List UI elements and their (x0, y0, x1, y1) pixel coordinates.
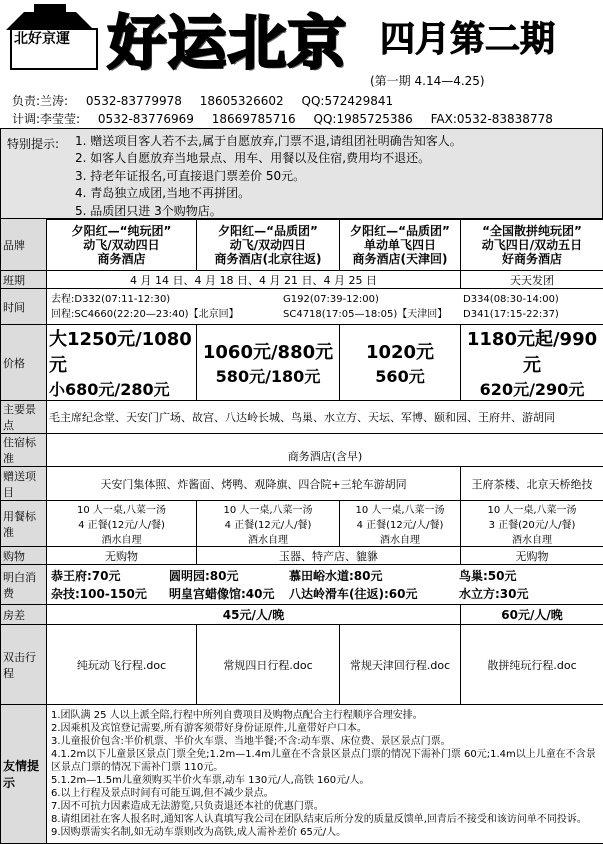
gift-side: 王府茶楼、北京天桥绝技 (461, 467, 603, 501)
tip-item: 8.请组团社在客人报名时,通知客人认真填写我公司在团队结束后所分发的质量反馈单,回青后不接受和该访问单不同投诉。 (51, 813, 599, 826)
contact-mobile: 18669785716 (212, 112, 296, 126)
contact-phone: 0532-83776969 (98, 112, 194, 126)
notice-item: 2. 如客人自愿放弃当地景点、用车、用餐以及住宿,费用均不退还。 (75, 150, 462, 167)
brand-3: 夕阳红—“品质团” 单动单飞四日 商务酒店(天津回) (340, 219, 461, 271)
row-scenic (1, 401, 603, 434)
schedule-side: 天天发团 (461, 271, 603, 289)
tour-table (0, 218, 603, 844)
contact-role: 计调:李莹莹: (12, 110, 80, 127)
row-self (1, 565, 603, 605)
label-price: 价格 (1, 325, 47, 401)
tip-item: 9.因购票需实名制,如无动车票则改为高铁,成人需补差价 65元/人。 (51, 826, 599, 839)
gift-main: 天安门集体照、炸酱面、烤鸭、观降旗、四合院+三轮车游胡同 (47, 467, 461, 501)
special-notice (0, 128, 603, 220)
notice-list (75, 133, 462, 220)
meal-1: 10 人一桌,八菜一汤 4 正餐(12元/人/餐) 酒水自理 (47, 501, 197, 547)
tip-item: 2.因乘机及宾馆登记需要,所有游客须带好身份证原件,儿童带好户口本。 (51, 722, 599, 735)
room-main: 45元/人/晚 (47, 605, 461, 625)
tip-item: 1.团队满 25 人以上派全陪,行程中所列自费项目及购物点配合主行程顺序合理安排。 (51, 709, 599, 722)
contact-planner (12, 110, 567, 127)
period-text: (第一期 4.14—4.25) (370, 72, 485, 89)
contact-mobile: 18605326602 (200, 94, 284, 108)
row-meal (1, 501, 603, 547)
label-meal: 用餐标准 (1, 501, 47, 547)
notice-label: 特别提示: (7, 135, 59, 152)
row-price (1, 325, 603, 401)
meal-4: 10 人一桌,八菜一汤 3 正餐(20元/人/餐) 酒水自理 (461, 501, 603, 547)
room-side: 60元/人/晚 (461, 605, 603, 625)
row-time (1, 289, 603, 325)
label-room: 房差 (1, 605, 47, 625)
row-hotel (1, 434, 603, 467)
header (0, 0, 603, 144)
tip-item: 6.以上行程及景点时间有可能互调,但不减少景点。 (51, 787, 599, 800)
tip-item: 7.因不可抗力因素造成无法游览,只负责退还本社的优惠门票。 (51, 800, 599, 813)
row-schedule (1, 271, 603, 289)
row-brand (1, 219, 603, 271)
contact-manager (12, 92, 407, 109)
contact-qq: QQ:572429841 (302, 94, 394, 108)
doc-link-4[interactable]: 散拼纯玩行程.doc (461, 625, 603, 705)
logo-text: 北好京運 (14, 32, 90, 47)
notice-item: 5. 品质团只进 3个购物店。 (75, 203, 462, 220)
row-itinerary (1, 625, 603, 705)
row-shop (1, 547, 603, 565)
contact-fax: FAX:0532-83838778 (431, 112, 553, 126)
row-gift (1, 467, 603, 501)
brand-1: 夕阳红—“纯玩团” 动飞/双动四日 商务酒店 (47, 219, 197, 271)
notice-item: 3. 持老年证报名,可直接退门票差价 50元。 (75, 168, 462, 185)
hotel-value: 商务酒店(含早) (47, 434, 603, 467)
label-self: 明白消费 (1, 565, 47, 605)
page-title: 好运北京 (108, 0, 348, 80)
tip-item: 4.1.2m以下儿童景区景点门票全免;1.2m—1.4m儿童在不含景区景点门票的情况下需补门票 60元;1.4m以上儿童在不含景区景点门票的情况下需补门票 110元。 (51, 748, 599, 774)
tip-item: 3.儿童报价包含:半价机票、半价火车票、当地半餐;不含:动车票、床位费、景区景点门票。 (51, 735, 599, 748)
tip-item: 5.1.2m—1.5m儿童须购买半价火车票,动车 130元/人,高铁 160元/人。 (51, 774, 599, 787)
label-scenic: 主要景点 (1, 401, 47, 434)
contact-phone: 0532-83779978 (86, 94, 182, 108)
contact-role: 负责:兰涛: (12, 92, 68, 109)
doc-link-1[interactable]: 纯玩动飞行程.doc (47, 625, 197, 705)
label-gift: 赠送项目 (1, 467, 47, 501)
row-room (1, 605, 603, 625)
notice-item: 4. 青岛独立成团,当地不再拼团。 (75, 185, 462, 202)
label-time: 时间 (1, 289, 47, 325)
brand-2: 夕阳红—“品质团” 动飞/双动四日 商务酒店(北京往返) (197, 219, 340, 271)
page-subtitle: 四月第二期 (380, 12, 555, 62)
row-tips (1, 705, 603, 844)
label-itinerary: 双击行程 (1, 625, 47, 705)
schedule-main: 4 月 14 日、4 月 18 日、4 月 21 日、4 月 25 日 (47, 271, 461, 289)
doc-link-3[interactable]: 常规天津回行程.doc (340, 625, 461, 705)
label-schedule: 班期 (1, 271, 47, 289)
price-2: 1060元/880元 580元/180元 (197, 325, 340, 401)
price-4: 1180元起/990元 620元/290元 (461, 325, 603, 401)
time-cell: 去程:D332(07:11-12:30) G192(07:39-12:00) D334(08:30-14:00) 回程:SC4660(22:20—23:40)【北京回】 SC4718(17:05—18:05)【天津回】 D341(17:15-22:37) (47, 289, 603, 325)
label-brand: 品牌 (1, 219, 47, 271)
shop-1: 无购物 (47, 547, 197, 565)
self-expense: 恭王府:70元 圆明园:80元 慕田峪水道:80元 鸟巢:50元 杂技:100-150元 明皇宫蜡像馆:40元 八达岭滑车(往返):60元 水立方:30元 (47, 565, 603, 605)
shop-23: 玉器、特产店、貔貅 (197, 547, 461, 565)
logo (4, 4, 96, 68)
scenic-list: 毛主席纪念堂、天安门广场、故宫、八达岭长城、鸟巢、水立方、天坛、军博、颐和园、王府井、游胡同 (47, 401, 603, 434)
shop-4: 无购物 (461, 547, 603, 565)
tips-list (47, 705, 603, 844)
brand-4: “全国散拼纯玩团” 动飞四日/双动五日 好商务酒店 (461, 219, 603, 271)
meal-2: 10 人一桌,八菜一汤 4 正餐(12元/人/餐) 酒水自理 (197, 501, 340, 547)
price-3: 1020元 560元 (340, 325, 461, 401)
doc-link-2[interactable]: 常规四日行程.doc (197, 625, 340, 705)
label-shop: 购物 (1, 547, 47, 565)
label-tips: 友情提示 (1, 705, 47, 844)
notice-item: 1. 赠送项目客人若不去,属于自愿放弃,门票不退,请组团社明确告知客人。 (75, 133, 462, 150)
price-1: 大1250元/1080元 小680元/280元 (47, 325, 197, 401)
meal-3: 10 人一桌,八菜一汤 4 正餐(12元/人/餐) 酒水自理 (340, 501, 461, 547)
contact-qq: QQ:1985725386 (314, 112, 413, 126)
label-hotel: 住宿标准 (1, 434, 47, 467)
